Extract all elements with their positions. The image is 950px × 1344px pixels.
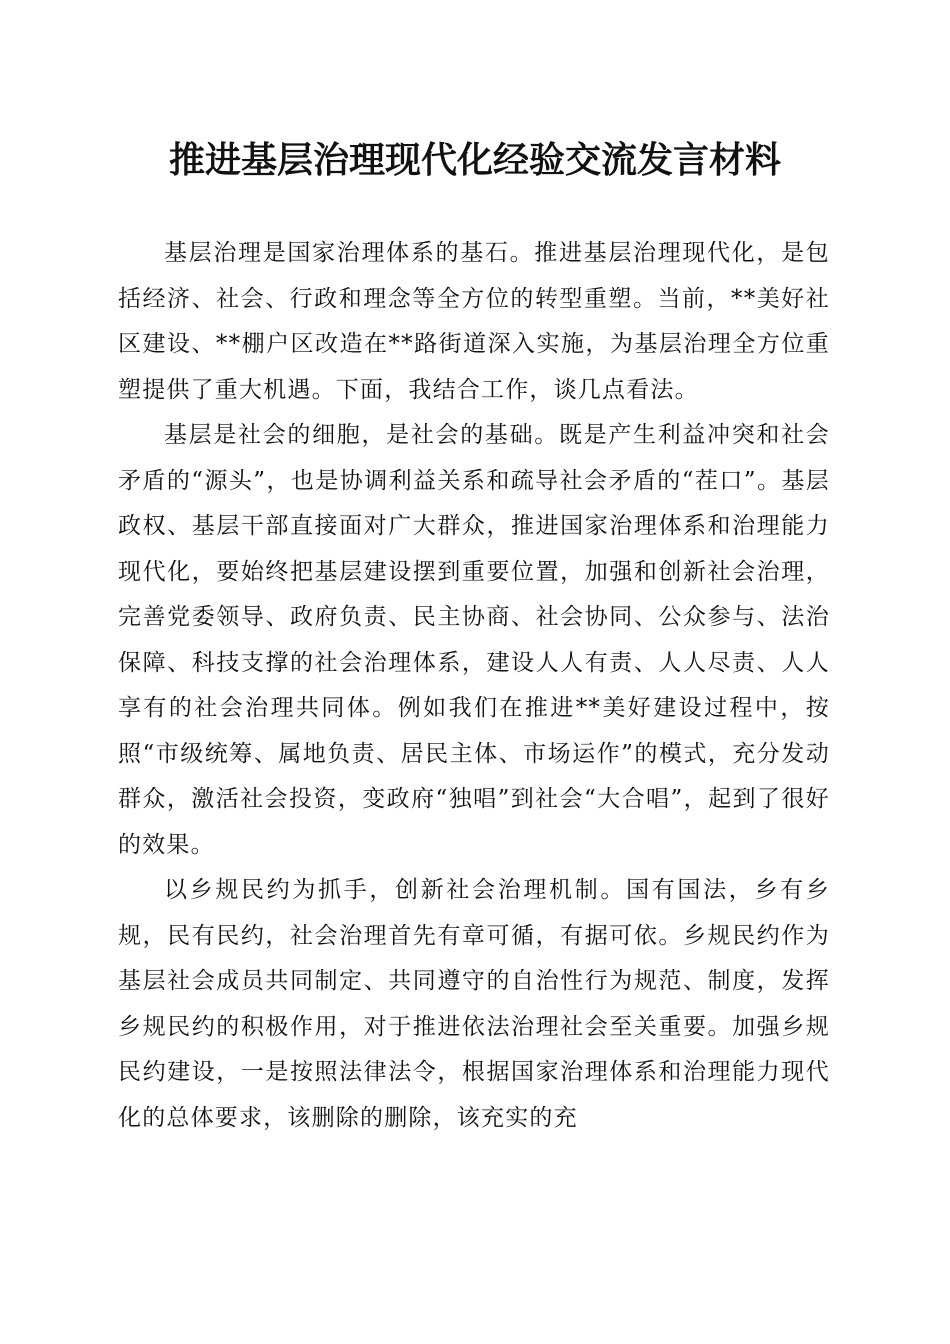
paragraph: 基层是社会的细胞，是社会的基础。既是产生利益冲突和社会矛盾的“源头”，也是协调利益关系和疏导社会矛盾的“茬口”。基层政权、基层干部直接面对广大群众，推进国家治理体系和治理能力现代化，要始终把基层建设摆到重要位置，加强和创新社会治理，完善党委领导、政府负责、民主协商、社会协同、公众参与、法治保障、科技支撑的社会治理体系，建设人人有责、人人尽责、人人享有的社会治理共同体。例如我们在推进**美好建设过程中，按照“市级统筹、属地负责、居民主体、市场运作”的模式，充分发动群众，激活社会投资，变政府“独唱”到社会“大合唱”，起到了很好的效果。 [118, 422, 830, 858]
paragraph: 基层治理是国家治理体系的基石。推进基层治理现代化，是包括经济、社会、行政和理念等全方位的转型重塑。当前，**美好社区建设、**棚户区改造在**路街道深入实施，为基层治理全方位重塑提供了重大机遇。下面，我结合工作，谈几点看法。 [118, 240, 830, 403]
paragraph: 以乡规民约为抓手，创新社会治理机制。国有国法，乡有乡规，民有民约，社会治理首先有章可循，有据可依。乡规民约作为基层社会成员共同制定、共同遵守的自治性行为规范、制度，发挥乡规民约的积极作用，对于推进依法治理社会至关重要。加强乡规民约建设，一是按照法律法令，根据国家治理体系和治理能力现代化的总体要求，该删除的删除，该充实的充 [118, 877, 830, 1131]
document-body [118, 231, 830, 1141]
document-title: 推进基层治理现代化经验交流发言材料 [168, 139, 781, 181]
